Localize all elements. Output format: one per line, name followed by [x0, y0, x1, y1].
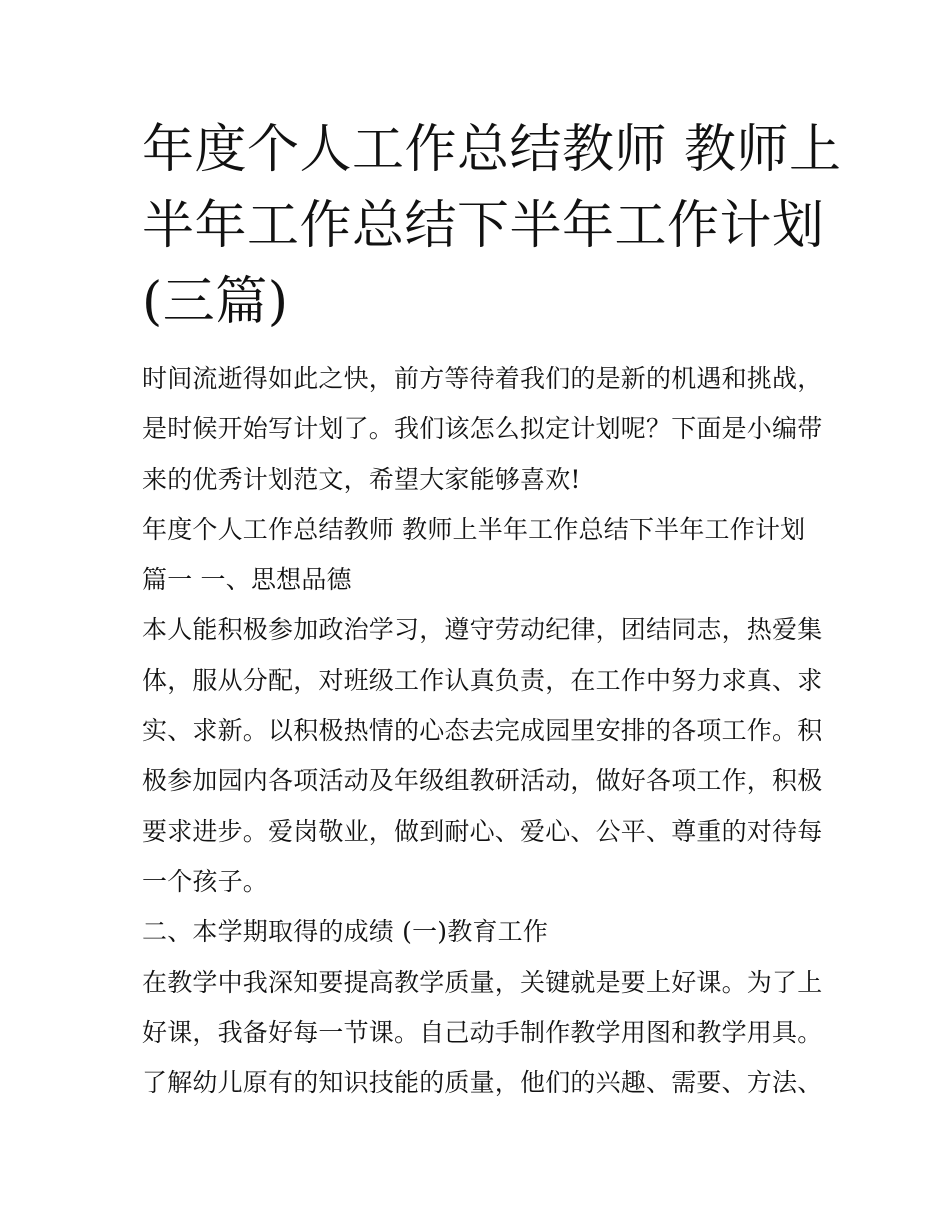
- body-line: 本人能积极参加政治学习，遵守劳动纪律，团结同志，热爱集: [142, 615, 823, 645]
- body-line: 时间流逝得如此之快，前方等待着我们的是新的机遇和挑战，: [142, 364, 823, 393]
- body-line: 是时候开始写计划了。我们该怎么拟定计划呢？下面是小编带: [142, 414, 823, 444]
- body-line: 实、求新。以积极热情的心态去完成园里安排的各项工作。积: [142, 716, 823, 746]
- document-page: [142, 112, 842, 1108]
- document-title: [142, 112, 842, 340]
- body-line: 在教学中我深知要提高教学质量，关键就是要上好课。为了上: [142, 967, 823, 997]
- document-body: [142, 354, 823, 1108]
- body-line: 来的优秀计划范文，希望大家能够喜欢!: [142, 464, 581, 494]
- body-line: 好课，我备好每一节课。自己动手制作教学用图和教学用具。: [142, 1017, 823, 1047]
- body-line: 要求进步。爱岗敬业，做到耐心、爱心、公平、尊重的对待每: [142, 816, 823, 846]
- title-line: 年度个人工作总结教师 教师上: [142, 120, 842, 180]
- section-heading: 篇一 一、思想品德: [142, 565, 352, 595]
- body-line: 极参加园内各项活动及年级组教研活动，做好各项工作，积极: [142, 766, 823, 796]
- body-line: 一个孩子。: [142, 866, 269, 896]
- title-line: 半年工作总结下半年工作计划: [142, 196, 825, 256]
- title-line: (三篇): [142, 272, 289, 332]
- body-line: 体，服从分配，对班级工作认真负责，在工作中努力求真、求: [142, 665, 823, 695]
- body-line: 了解幼儿原有的知识技能的质量，他们的兴趣、需要、方法、: [142, 1068, 823, 1098]
- section-heading: 二、本学期取得的成绩 (一)教育工作: [142, 917, 549, 947]
- section-heading: 年度个人工作总结教师 教师上半年工作总结下半年工作计划: [142, 514, 806, 544]
